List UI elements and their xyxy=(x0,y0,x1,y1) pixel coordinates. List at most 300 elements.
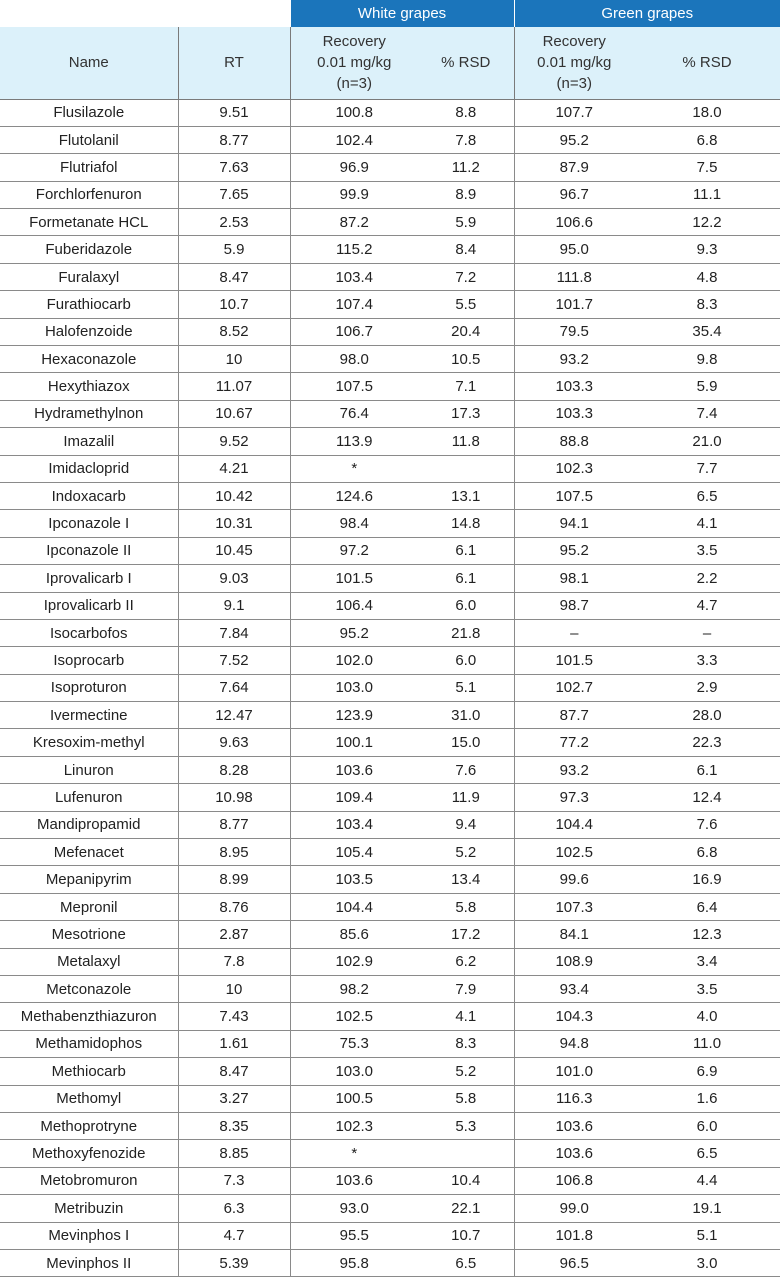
cell-rsd-green: 3.5 xyxy=(634,537,780,564)
cell-rsd-white: 22.1 xyxy=(418,1195,514,1222)
column-header-recovery-green xyxy=(514,27,634,99)
cell-rsd-green: 8.3 xyxy=(634,291,780,318)
cell-recovery-white: 103.4 xyxy=(290,811,418,838)
cell-rsd-white: 4.1 xyxy=(418,1003,514,1030)
cell-recovery-white: 124.6 xyxy=(290,482,418,509)
cell-rt: 7.3 xyxy=(178,1167,290,1194)
cell-recovery-white: 96.9 xyxy=(290,154,418,181)
cell-rt: 10.31 xyxy=(178,510,290,537)
recovery-line-1: Recovery xyxy=(322,33,386,51)
cell-rsd-white: 6.2 xyxy=(418,948,514,975)
table-row xyxy=(0,318,780,345)
cell-rsd-green: 5.1 xyxy=(634,1222,780,1249)
table-row xyxy=(0,976,780,1003)
cell-recovery-white: * xyxy=(290,1140,418,1167)
cell-rsd-white: 5.9 xyxy=(418,209,514,236)
cell-name: Methomyl xyxy=(0,1085,178,1112)
cell-name: Mepanipyrim xyxy=(0,866,178,893)
cell-name: Methoprotryne xyxy=(0,1112,178,1139)
table-row xyxy=(0,1030,780,1057)
cell-recovery-white: 109.4 xyxy=(290,784,418,811)
cell-name: Hexaconazole xyxy=(0,346,178,373)
cell-recovery-white: 76.4 xyxy=(290,400,418,427)
cell-name: Iprovalicarb II xyxy=(0,592,178,619)
recovery-line-3: (n=3) xyxy=(556,75,592,93)
cell-recovery-white: 123.9 xyxy=(290,702,418,729)
cell-rsd-white: 11.9 xyxy=(418,784,514,811)
cell-recovery-green: 106.6 xyxy=(514,209,634,236)
cell-rsd-white: 13.4 xyxy=(418,866,514,893)
cell-name: Furalaxyl xyxy=(0,263,178,290)
cell-recovery-green: 99.0 xyxy=(514,1195,634,1222)
cell-recovery-green: 88.8 xyxy=(514,428,634,455)
cell-rsd-green: 3.4 xyxy=(634,948,780,975)
cell-recovery-white: 97.2 xyxy=(290,537,418,564)
table-row xyxy=(0,373,780,400)
cell-rsd-white: 7.2 xyxy=(418,263,514,290)
group-header-green-grapes: Green grapes xyxy=(514,0,780,27)
cell-recovery-white: 106.7 xyxy=(290,318,418,345)
cell-name: Methoxyfenozide xyxy=(0,1140,178,1167)
cell-recovery-white: 103.5 xyxy=(290,866,418,893)
cell-recovery-green: 104.3 xyxy=(514,1003,634,1030)
cell-name: Ipconazole I xyxy=(0,510,178,537)
cell-recovery-white: 105.4 xyxy=(290,839,418,866)
cell-rt: 10.7 xyxy=(178,291,290,318)
table-row xyxy=(0,1085,780,1112)
cell-recovery-white: 100.5 xyxy=(290,1085,418,1112)
column-header-rt: RT xyxy=(178,27,290,99)
cell-rt: 5.9 xyxy=(178,236,290,263)
cell-rsd-white: 11.8 xyxy=(418,428,514,455)
cell-rsd-white: 31.0 xyxy=(418,702,514,729)
cell-rt: 9.52 xyxy=(178,428,290,455)
cell-rsd-white: 7.1 xyxy=(418,373,514,400)
cell-rt: 5.39 xyxy=(178,1249,290,1276)
cell-name: Mevinphos II xyxy=(0,1249,178,1276)
cell-rt: 10.45 xyxy=(178,537,290,564)
cell-name: Mevinphos I xyxy=(0,1222,178,1249)
cell-rt: 2.87 xyxy=(178,921,290,948)
cell-rsd-white: 6.1 xyxy=(418,565,514,592)
cell-recovery-white: 87.2 xyxy=(290,209,418,236)
recovery-line-2: 0.01 mg/kg xyxy=(537,54,612,72)
table-row xyxy=(0,893,780,920)
table-row xyxy=(0,866,780,893)
cell-rt: 10.67 xyxy=(178,400,290,427)
cell-recovery-green: 102.3 xyxy=(514,455,634,482)
cell-recovery-green: 79.5 xyxy=(514,318,634,345)
cell-recovery-green: 87.9 xyxy=(514,154,634,181)
cell-rt: 2.53 xyxy=(178,209,290,236)
table-row xyxy=(0,1112,780,1139)
cell-recovery-green: 101.8 xyxy=(514,1222,634,1249)
cell-name: Lufenuron xyxy=(0,784,178,811)
cell-recovery-white: 93.0 xyxy=(290,1195,418,1222)
cell-rt: 6.3 xyxy=(178,1195,290,1222)
cell-name: Mesotrione xyxy=(0,921,178,948)
cell-rsd-green: 4.0 xyxy=(634,1003,780,1030)
table-row xyxy=(0,1058,780,1085)
cell-rsd-green: 6.0 xyxy=(634,1112,780,1139)
cell-recovery-white: 75.3 xyxy=(290,1030,418,1057)
table-row xyxy=(0,702,780,729)
cell-recovery-green: 84.1 xyxy=(514,921,634,948)
cell-rsd-white: 5.5 xyxy=(418,291,514,318)
table-row xyxy=(0,181,780,208)
table-row xyxy=(0,1222,780,1249)
cell-recovery-white: 107.5 xyxy=(290,373,418,400)
cell-rsd-green: 7.5 xyxy=(634,154,780,181)
cell-rsd-green: 22.3 xyxy=(634,729,780,756)
cell-name: Furathiocarb xyxy=(0,291,178,318)
cell-name: Hexythiazox xyxy=(0,373,178,400)
cell-rt: 9.51 xyxy=(178,99,290,126)
cell-recovery-white: 103.6 xyxy=(290,756,418,783)
cell-rt: 7.65 xyxy=(178,181,290,208)
group-header-row xyxy=(0,0,780,27)
cell-name: Imazalil xyxy=(0,428,178,455)
cell-name: Metconazole xyxy=(0,976,178,1003)
table-row xyxy=(0,565,780,592)
cell-rsd-white: 7.9 xyxy=(418,976,514,1003)
table-row xyxy=(0,1167,780,1194)
cell-recovery-green: 93.2 xyxy=(514,756,634,783)
cell-rsd-white: 6.0 xyxy=(418,592,514,619)
cell-recovery-green: 94.1 xyxy=(514,510,634,537)
cell-rsd-green: 4.8 xyxy=(634,263,780,290)
cell-rsd-white: 5.8 xyxy=(418,1085,514,1112)
cell-rsd-green: 4.4 xyxy=(634,1167,780,1194)
cell-recovery-white: 95.8 xyxy=(290,1249,418,1276)
cell-name: Mepronil xyxy=(0,893,178,920)
cell-rsd-green: 9.8 xyxy=(634,346,780,373)
cell-recovery-white: 98.4 xyxy=(290,510,418,537)
cell-rsd-white: 6.5 xyxy=(418,1249,514,1276)
cell-rsd-green: 4.7 xyxy=(634,592,780,619)
table-row xyxy=(0,1195,780,1222)
cell-recovery-green: 94.8 xyxy=(514,1030,634,1057)
table-row xyxy=(0,756,780,783)
cell-rsd-white: 8.3 xyxy=(418,1030,514,1057)
cell-rsd-white: 8.8 xyxy=(418,99,514,126)
cell-rsd-green: 2.9 xyxy=(634,674,780,701)
cell-name: Kresoxim-methyl xyxy=(0,729,178,756)
table-row xyxy=(0,1140,780,1167)
cell-recovery-white: 103.0 xyxy=(290,674,418,701)
cell-rt: 4.21 xyxy=(178,455,290,482)
recovery-line-2: 0.01 mg/kg xyxy=(317,54,392,72)
cell-rt: 8.52 xyxy=(178,318,290,345)
cell-recovery-green: 101.5 xyxy=(514,647,634,674)
table-row xyxy=(0,482,780,509)
cell-name: Isoprocarb xyxy=(0,647,178,674)
column-header-rsd-white: % RSD xyxy=(418,27,514,99)
cell-name: Flutriafol xyxy=(0,154,178,181)
cell-recovery-green: 102.7 xyxy=(514,674,634,701)
cell-rsd-green: 1.6 xyxy=(634,1085,780,1112)
cell-rsd-green: 6.5 xyxy=(634,1140,780,1167)
group-header-blank xyxy=(0,0,290,27)
cell-name: Halofenzoide xyxy=(0,318,178,345)
cell-rsd-white: 21.8 xyxy=(418,619,514,646)
cell-recovery-white: 95.5 xyxy=(290,1222,418,1249)
cell-rsd-white: 6.1 xyxy=(418,537,514,564)
table-row xyxy=(0,154,780,181)
cell-rsd-white: 17.2 xyxy=(418,921,514,948)
cell-rsd-green: 35.4 xyxy=(634,318,780,345)
cell-rsd-green: 7.7 xyxy=(634,455,780,482)
table-row xyxy=(0,674,780,701)
cell-rsd-white: 20.4 xyxy=(418,318,514,345)
table-row xyxy=(0,592,780,619)
cell-rsd-white: 5.1 xyxy=(418,674,514,701)
cell-recovery-white: 115.2 xyxy=(290,236,418,263)
cell-recovery-green: 111.8 xyxy=(514,263,634,290)
table-row xyxy=(0,537,780,564)
cell-recovery-green: 98.1 xyxy=(514,565,634,592)
cell-rt: 7.43 xyxy=(178,1003,290,1030)
cell-rsd-green: 3.3 xyxy=(634,647,780,674)
cell-rt: 8.47 xyxy=(178,263,290,290)
table-row xyxy=(0,236,780,263)
column-header-row xyxy=(0,27,780,99)
table-row xyxy=(0,921,780,948)
cell-rt: 7.84 xyxy=(178,619,290,646)
cell-recovery-white: 102.4 xyxy=(290,126,418,153)
cell-name: Flusilazole xyxy=(0,99,178,126)
cell-rsd-green: 6.4 xyxy=(634,893,780,920)
cell-recovery-green: 99.6 xyxy=(514,866,634,893)
cell-name: Methabenzthiazuron xyxy=(0,1003,178,1030)
cell-rt: 10.42 xyxy=(178,482,290,509)
cell-rsd-white: 8.4 xyxy=(418,236,514,263)
cell-recovery-green: 107.3 xyxy=(514,893,634,920)
table-row xyxy=(0,948,780,975)
cell-recovery-green: – xyxy=(514,619,634,646)
cell-rsd-green: 7.4 xyxy=(634,400,780,427)
cell-rt: 8.28 xyxy=(178,756,290,783)
cell-rt: 8.99 xyxy=(178,866,290,893)
cell-recovery-white: 102.5 xyxy=(290,1003,418,1030)
cell-recovery-white: 103.0 xyxy=(290,1058,418,1085)
cell-recovery-white: 99.9 xyxy=(290,181,418,208)
cell-recovery-green: 116.3 xyxy=(514,1085,634,1112)
cell-recovery-green: 103.3 xyxy=(514,400,634,427)
table-row xyxy=(0,291,780,318)
cell-rsd-green: 19.1 xyxy=(634,1195,780,1222)
cell-name: Metobromuron xyxy=(0,1167,178,1194)
cell-rsd-white: 5.8 xyxy=(418,893,514,920)
cell-rt: 8.77 xyxy=(178,126,290,153)
table-row xyxy=(0,455,780,482)
cell-rt: 3.27 xyxy=(178,1085,290,1112)
table-row xyxy=(0,729,780,756)
cell-rsd-white: 5.3 xyxy=(418,1112,514,1139)
cell-rt: 4.7 xyxy=(178,1222,290,1249)
cell-rsd-green: 16.9 xyxy=(634,866,780,893)
cell-rsd-green: 3.5 xyxy=(634,976,780,1003)
cell-rsd-green: 9.3 xyxy=(634,236,780,263)
table-row xyxy=(0,1249,780,1276)
cell-recovery-white: 98.2 xyxy=(290,976,418,1003)
cell-recovery-white: 113.9 xyxy=(290,428,418,455)
cell-rsd-green: – xyxy=(634,619,780,646)
cell-name: Indoxacarb xyxy=(0,482,178,509)
cell-rt: 8.47 xyxy=(178,1058,290,1085)
recovery-line-1: Recovery xyxy=(542,33,606,51)
cell-recovery-green: 101.7 xyxy=(514,291,634,318)
cell-rt: 10.98 xyxy=(178,784,290,811)
cell-rsd-white: 5.2 xyxy=(418,1058,514,1085)
cell-recovery-white: 102.0 xyxy=(290,647,418,674)
cell-rsd-green: 12.4 xyxy=(634,784,780,811)
table-body xyxy=(0,99,780,1277)
cell-rsd-green: 4.1 xyxy=(634,510,780,537)
cell-rsd-white: 13.1 xyxy=(418,482,514,509)
cell-rt: 8.35 xyxy=(178,1112,290,1139)
cell-rsd-white: 7.6 xyxy=(418,756,514,783)
cell-name: Methiocarb xyxy=(0,1058,178,1085)
cell-rsd-white xyxy=(418,1140,514,1167)
cell-recovery-white: 104.4 xyxy=(290,893,418,920)
cell-recovery-green: 95.2 xyxy=(514,126,634,153)
cell-name: Metribuzin xyxy=(0,1195,178,1222)
cell-name: Methamidophos xyxy=(0,1030,178,1057)
cell-rsd-white: 15.0 xyxy=(418,729,514,756)
table-row xyxy=(0,209,780,236)
cell-rt: 7.52 xyxy=(178,647,290,674)
cell-recovery-green: 95.2 xyxy=(514,537,634,564)
cell-recovery-green: 96.5 xyxy=(514,1249,634,1276)
cell-rt: 9.63 xyxy=(178,729,290,756)
table-row xyxy=(0,619,780,646)
cell-rsd-white: 8.9 xyxy=(418,181,514,208)
table-row xyxy=(0,346,780,373)
cell-name: Formetanate HCL xyxy=(0,209,178,236)
cell-rsd-green: 6.8 xyxy=(634,839,780,866)
cell-rsd-white: 11.2 xyxy=(418,154,514,181)
cell-rsd-green: 5.9 xyxy=(634,373,780,400)
cell-rsd-green: 21.0 xyxy=(634,428,780,455)
cell-name: Isocarbofos xyxy=(0,619,178,646)
column-header-recovery-white xyxy=(290,27,418,99)
cell-rsd-white: 5.2 xyxy=(418,839,514,866)
column-header-rsd-green: % RSD xyxy=(634,27,780,99)
cell-rsd-green: 6.5 xyxy=(634,482,780,509)
cell-name: Mandipropamid xyxy=(0,811,178,838)
cell-recovery-green: 77.2 xyxy=(514,729,634,756)
cell-recovery-white: 103.6 xyxy=(290,1167,418,1194)
table-row xyxy=(0,263,780,290)
cell-recovery-green: 103.6 xyxy=(514,1112,634,1139)
cell-name: Ivermectine xyxy=(0,702,178,729)
column-header-name: Name xyxy=(0,27,178,99)
cell-name: Linuron xyxy=(0,756,178,783)
table-row xyxy=(0,400,780,427)
table-row xyxy=(0,1003,780,1030)
cell-recovery-white: 107.4 xyxy=(290,291,418,318)
cell-recovery-green: 97.3 xyxy=(514,784,634,811)
cell-rsd-white: 10.4 xyxy=(418,1167,514,1194)
cell-recovery-green: 104.4 xyxy=(514,811,634,838)
cell-name: Metalaxyl xyxy=(0,948,178,975)
cell-name: Hydramethylnon xyxy=(0,400,178,427)
cell-recovery-white: 106.4 xyxy=(290,592,418,619)
cell-rsd-green: 6.9 xyxy=(634,1058,780,1085)
cell-name: Flutolanil xyxy=(0,126,178,153)
cell-rt: 7.64 xyxy=(178,674,290,701)
cell-recovery-white: 95.2 xyxy=(290,619,418,646)
cell-recovery-green: 102.5 xyxy=(514,839,634,866)
table-row xyxy=(0,428,780,455)
table-row xyxy=(0,784,780,811)
cell-rsd-green: 6.8 xyxy=(634,126,780,153)
table-row xyxy=(0,647,780,674)
cell-recovery-green: 101.0 xyxy=(514,1058,634,1085)
cell-recovery-green: 95.0 xyxy=(514,236,634,263)
cell-name: Ipconazole II xyxy=(0,537,178,564)
cell-name: Forchlorfenuron xyxy=(0,181,178,208)
cell-name: Isoproturon xyxy=(0,674,178,701)
cell-rt: 11.07 xyxy=(178,373,290,400)
cell-rsd-white: 7.8 xyxy=(418,126,514,153)
cell-recovery-green: 96.7 xyxy=(514,181,634,208)
cell-rsd-white: 10.5 xyxy=(418,346,514,373)
cell-recovery-green: 103.6 xyxy=(514,1140,634,1167)
cell-rt: 10 xyxy=(178,346,290,373)
cell-recovery-white: 102.9 xyxy=(290,948,418,975)
cell-rt: 9.03 xyxy=(178,565,290,592)
cell-rsd-green: 11.1 xyxy=(634,181,780,208)
cell-rsd-white: 17.3 xyxy=(418,400,514,427)
cell-name: Mefenacet xyxy=(0,839,178,866)
cell-rt: 10 xyxy=(178,976,290,1003)
table-row xyxy=(0,839,780,866)
cell-rsd-green: 2.2 xyxy=(634,565,780,592)
recovery-line-3: (n=3) xyxy=(336,75,372,93)
cell-recovery-green: 107.7 xyxy=(514,99,634,126)
cell-rsd-white: 10.7 xyxy=(418,1222,514,1249)
cell-recovery-white: 101.5 xyxy=(290,565,418,592)
cell-recovery-green: 93.4 xyxy=(514,976,634,1003)
cell-recovery-green: 108.9 xyxy=(514,948,634,975)
cell-recovery-green: 103.3 xyxy=(514,373,634,400)
cell-rsd-green: 12.2 xyxy=(634,209,780,236)
cell-rt: 12.47 xyxy=(178,702,290,729)
cell-name: Iprovalicarb I xyxy=(0,565,178,592)
cell-recovery-green: 98.7 xyxy=(514,592,634,619)
group-header-white-grapes: White grapes xyxy=(290,0,514,27)
cell-rsd-white: 14.8 xyxy=(418,510,514,537)
cell-rt: 8.76 xyxy=(178,893,290,920)
table-row xyxy=(0,126,780,153)
cell-recovery-white: 98.0 xyxy=(290,346,418,373)
cell-recovery-green: 106.8 xyxy=(514,1167,634,1194)
cell-rsd-green: 12.3 xyxy=(634,921,780,948)
cell-rt: 8.77 xyxy=(178,811,290,838)
cell-rsd-green: 3.0 xyxy=(634,1249,780,1276)
table-row xyxy=(0,510,780,537)
cell-rsd-white: 6.0 xyxy=(418,647,514,674)
cell-rt: 7.8 xyxy=(178,948,290,975)
table-row xyxy=(0,99,780,126)
cell-rsd-green: 18.0 xyxy=(634,99,780,126)
cell-name: Imidacloprid xyxy=(0,455,178,482)
cell-rt: 9.1 xyxy=(178,592,290,619)
cell-rsd-white: 9.4 xyxy=(418,811,514,838)
cell-rt: 8.95 xyxy=(178,839,290,866)
